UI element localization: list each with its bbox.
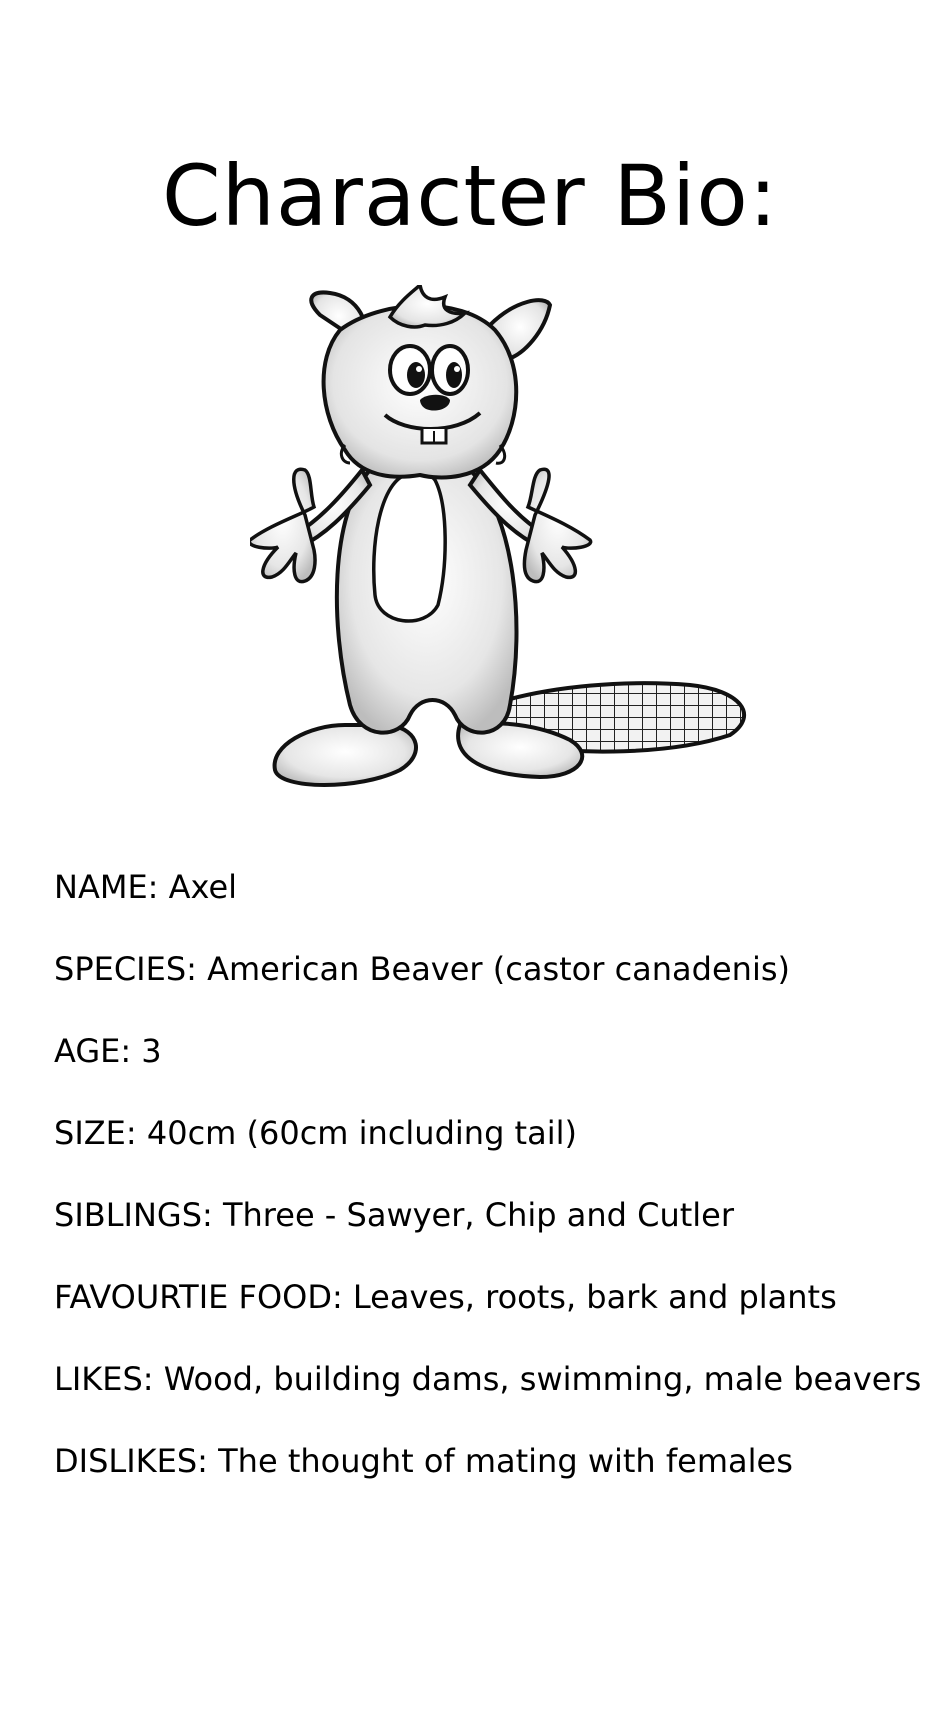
bio-name-row xyxy=(54,868,924,906)
beaver-hair-tuft xyxy=(390,285,465,327)
bio-dislikes-row xyxy=(54,1442,924,1480)
bio-species-row xyxy=(54,950,924,988)
bio-size-row xyxy=(54,1114,924,1152)
bio-siblings-row xyxy=(54,1196,924,1234)
bio-food-label: FAVOURTIE FOOD: xyxy=(54,1278,343,1316)
beaver-right-hand xyxy=(524,469,590,581)
beaver-left-foot xyxy=(275,725,416,785)
beaver-left-pupil xyxy=(407,362,425,388)
bio-food-row xyxy=(54,1278,924,1316)
bio-age-value: 3 xyxy=(141,1032,162,1070)
bio-age-label: AGE: xyxy=(54,1032,132,1070)
bio-dislikes-label: DISLIKES: xyxy=(54,1442,208,1480)
bio-likes-label: LIKES: xyxy=(54,1360,154,1398)
bio-size-value: 40cm (60cm including tail) xyxy=(146,1114,577,1152)
bio-name-label: NAME: xyxy=(54,868,159,906)
beaver-left-hand xyxy=(250,469,315,581)
bio-siblings-label: SIBLINGS: xyxy=(54,1196,213,1234)
bio-species-label: SPECIES: xyxy=(54,950,197,988)
bio-likes-value: Wood, building dams, swimming, male beavers xyxy=(163,1360,922,1398)
bio-food-value: Leaves, roots, bark and plants xyxy=(352,1278,837,1316)
bio-age-row xyxy=(54,1032,924,1070)
bio-size-label: SIZE: xyxy=(54,1114,137,1152)
bio-species-value: American Beaver (castor canadenis) xyxy=(207,950,790,988)
bio-siblings-value: Three - Sawyer, Chip and Cutler xyxy=(222,1196,735,1234)
bio-likes-row xyxy=(54,1360,924,1398)
page-title: Character Bio: xyxy=(161,147,779,245)
bio-name-value: Axel xyxy=(168,868,238,906)
beaver-illustration xyxy=(250,285,810,865)
beaver-right-pupil xyxy=(446,362,462,388)
bio-list xyxy=(54,868,924,1524)
bio-dislikes-value: The thought of mating with females xyxy=(218,1442,793,1480)
